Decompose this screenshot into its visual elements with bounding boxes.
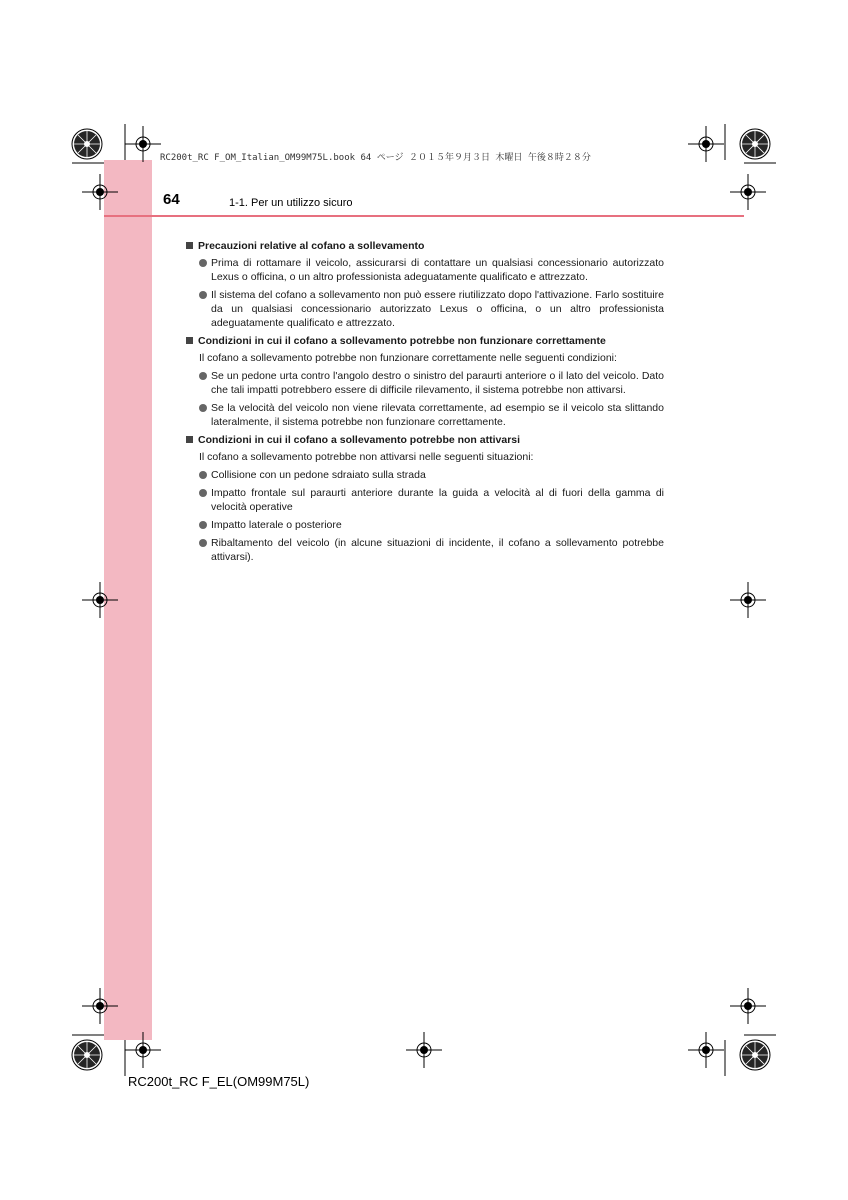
list-item-text: Impatto laterale o posteriore xyxy=(211,519,342,531)
list-item-text: Collisione con un pedone sdraiato sulla strada xyxy=(211,469,426,481)
list-item-text: Prima di rottamare il veicolo, assicurarsi di contattare un qualsiasi concessionario autorizzato Lexus o officina, o un altro professionista adeguatamente qualificato e attrezzato. xyxy=(211,257,664,283)
section-heading-text: Condizioni in cui il cofano a sollevamento potrebbe non funzionare correttamente xyxy=(198,335,606,347)
registration-wheel-icon xyxy=(740,1040,770,1070)
print-file-info: RC200t_RC F_OM_Italian_OM99M75L.book 64 ページ ２０１５年９月３日 木曜日 午後８時２８分 xyxy=(160,153,591,163)
list-item-text: Se la velocità del veicolo non viene rilevata correttamente, ad esempio se il veicolo sta slittando lateralmente, il sistema potrebbe non funzionare correttamente. xyxy=(211,402,664,428)
registration-wheel-icon xyxy=(740,129,770,159)
chapter-title: 1-1. Per un utilizzo sicuro xyxy=(229,197,353,209)
list-item-text: Se un pedone urta contro l'angolo destro o sinistro del paraurti anteriore o il lato del veicolo. Dato che tali impatti potrebbero essere di difficile rilevamento, il sistema potrebbe non attivarsi. xyxy=(211,370,664,396)
section-intro: Il cofano a sollevamento potrebbe non attivarsi nelle seguenti situazioni: xyxy=(199,451,534,463)
crosshair-icon xyxy=(82,582,118,618)
crosshair-icon xyxy=(406,1032,442,1068)
crosshair-icon xyxy=(82,988,118,1024)
registration-wheel-icon xyxy=(72,1040,102,1070)
document-code: RC200t_RC F_EL(OM99M75L) xyxy=(128,1074,310,1089)
section-heading-text: Precauzioni relative al cofano a sollevamento xyxy=(198,240,425,252)
crosshair-icon xyxy=(688,1032,724,1068)
registration-wheel-icon xyxy=(72,129,102,159)
crosshair-icon xyxy=(730,988,766,1024)
crosshair-icon xyxy=(730,174,766,210)
list-item-text: Ribaltamento del veicolo (in alcune situazioni di incidente, il cofano a sollevamento potrebbe attivarsi). xyxy=(211,537,664,563)
section-heading-text: Condizioni in cui il cofano a sollevamento potrebbe non attivarsi xyxy=(198,434,521,446)
crosshair-icon xyxy=(125,126,161,162)
list-item-text: Impatto frontale sul paraurti anteriore durante la guida a velocità al di fuori della gamma di velocità operative xyxy=(211,487,664,513)
crosshair-icon xyxy=(730,582,766,618)
list-item-text: Il sistema del cofano a sollevamento non può essere riutilizzato dopo l'attivazione. Farlo sostituire da un qualsiasi concessionario autorizzato Lexus o officina, o un altro professionista adeguatamente qualificato e attrezzato. xyxy=(211,289,664,329)
crosshair-icon xyxy=(82,174,118,210)
crosshair-icon xyxy=(688,126,724,162)
section-intro: Il cofano a sollevamento potrebbe non funzionare correttamente nelle seguenti condizioni: xyxy=(199,352,617,364)
crosshair-icon xyxy=(125,1032,161,1068)
page-number: 64 xyxy=(163,191,180,208)
